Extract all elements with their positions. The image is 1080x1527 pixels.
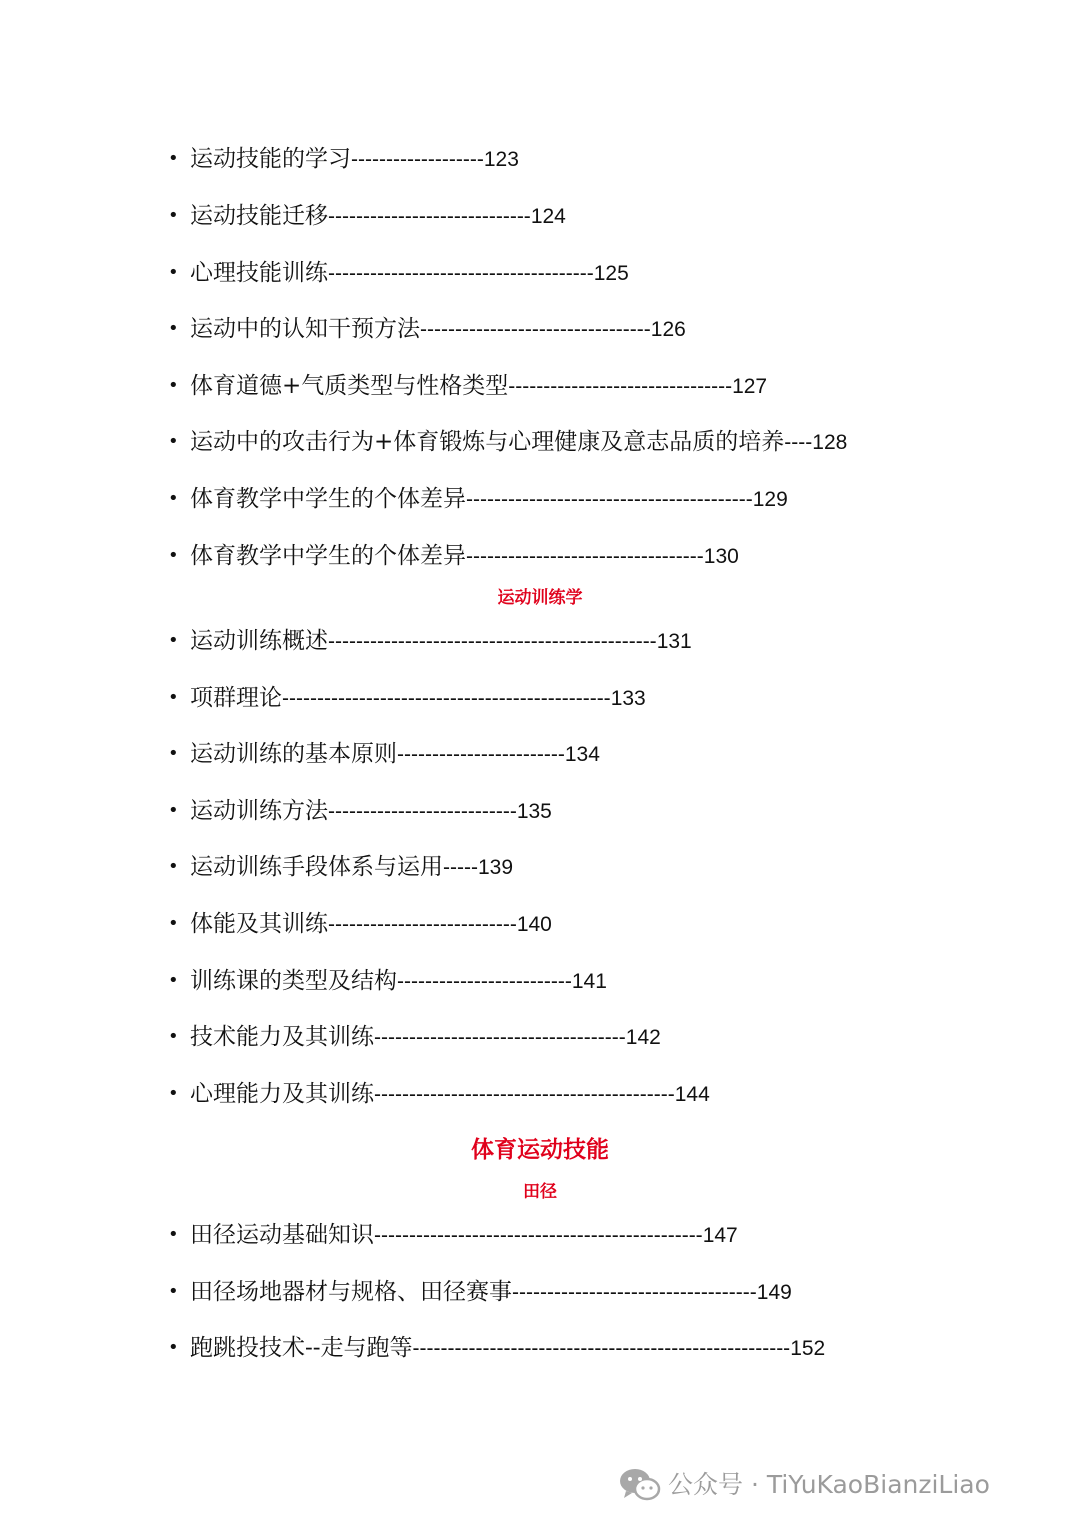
- toc-title: 运动训练手段体系与运用: [190, 854, 443, 880]
- toc-leader: -----------------------------: [328, 205, 531, 228]
- toc-item: [168, 1215, 738, 1255]
- toc-leader: -------------------: [351, 148, 484, 171]
- toc-item: [168, 253, 629, 293]
- toc-page-number: 134: [564, 743, 600, 766]
- toc-leader: -----------------------------------------------: [328, 630, 657, 653]
- bullet-icon: •: [168, 687, 179, 708]
- toc-leader: ------------------------------------------------------: [412, 1337, 791, 1360]
- toc-page-number: 133: [610, 687, 646, 710]
- toc-leader: ----: [784, 431, 813, 454]
- toc-leader: -------------------------: [397, 970, 572, 993]
- bullet-icon: •: [168, 375, 179, 396]
- toc-item: [168, 309, 686, 349]
- toc-page-number: 149: [756, 1281, 792, 1304]
- toc-page-number: 128: [812, 431, 848, 454]
- toc-leader: ----------------------------------: [466, 545, 704, 568]
- toc-page-number: 123: [483, 148, 519, 171]
- toc-item: [168, 196, 566, 236]
- bullet-icon: •: [168, 1224, 179, 1245]
- toc-leader: ------------------------------------: [374, 1026, 626, 1049]
- toc-item: [168, 621, 692, 661]
- toc-title: 运动技能的学习: [190, 146, 351, 172]
- toc-page-number: 140: [516, 913, 552, 936]
- toc-item: [168, 847, 513, 887]
- bullet-icon: •: [168, 431, 179, 452]
- watermark-text: 公众号 · TiYuKaoBianziLiao: [668, 1470, 990, 1499]
- toc-title: 心理技能训练: [190, 260, 328, 286]
- toc-item: [168, 1328, 825, 1368]
- toc-leader: ---------------------------: [328, 800, 517, 823]
- bullet-icon: •: [168, 856, 179, 877]
- toc-leader: -----: [443, 856, 478, 879]
- bullet-icon: •: [168, 205, 179, 226]
- bullet-icon: •: [168, 1026, 179, 1047]
- bullet-icon: •: [168, 800, 179, 821]
- toc-leader: --------------------------------: [508, 375, 733, 398]
- bullet-icon: •: [168, 1337, 179, 1358]
- toc-item: [168, 904, 552, 944]
- toc-title: 体育道德+气质类型与性格类型: [190, 373, 509, 399]
- toc-page-number: 147: [702, 1224, 738, 1247]
- bullet-icon: •: [168, 488, 179, 509]
- toc-page-number: 129: [752, 488, 788, 511]
- toc-page-number: 139: [477, 856, 514, 879]
- toc-page-number: 125: [593, 262, 629, 285]
- toc-title: 运动训练概述: [190, 628, 328, 654]
- toc-leader: ---------------------------: [328, 913, 517, 936]
- toc-title: 运动中的攻击行为+体育锻炼与心理健康及意志品质的培养: [190, 429, 785, 455]
- bullet-icon: •: [168, 318, 179, 339]
- toc-title: 心理能力及其训练: [190, 1081, 374, 1107]
- bullet-icon: •: [168, 913, 179, 934]
- toc-leader: -----------------------------------------------: [374, 1224, 703, 1247]
- watermark: [618, 1462, 990, 1506]
- toc-title: 跑跳投技术--走与跑等: [190, 1335, 413, 1361]
- toc-item: [168, 479, 788, 519]
- toc-title: 体育教学中学生的个体差异: [190, 486, 466, 512]
- bullet-icon: •: [168, 1083, 179, 1104]
- toc-title: 技术能力及其训练: [190, 1024, 374, 1050]
- toc-item: [168, 734, 600, 774]
- toc-title: 运动训练方法: [190, 798, 328, 824]
- toc-page-number: 131: [656, 630, 692, 653]
- toc-leader: -----------------------------------------------: [282, 687, 611, 710]
- toc-leader: -----------------------------------------: [466, 488, 753, 511]
- bullet-icon: •: [168, 743, 179, 764]
- toc-page-number: 144: [674, 1083, 710, 1106]
- toc-item: [168, 961, 607, 1001]
- toc-page-number: 126: [650, 318, 686, 341]
- toc-item: [168, 678, 646, 718]
- section-heading-sport-skills: 体育运动技能: [471, 1137, 609, 1163]
- toc-page-number: 152: [790, 1337, 826, 1360]
- toc-leader: -----------------------------------: [512, 1281, 757, 1304]
- toc-item: [168, 422, 847, 462]
- toc-page-number: 141: [571, 970, 607, 993]
- toc-item: [168, 366, 767, 406]
- toc-title: 运动训练的基本原则: [190, 741, 397, 767]
- wechat-icon: [618, 1467, 662, 1503]
- bullet-icon: •: [168, 630, 179, 651]
- toc-title: 体能及其训练: [190, 911, 328, 937]
- toc-leader: ------------------------: [397, 743, 565, 766]
- toc-page-number: 124: [530, 205, 566, 228]
- toc-title: 运动中的认知干预方法: [190, 316, 420, 342]
- section-heading-sport-training: 运动训练学: [497, 588, 583, 608]
- toc-page-number: 130: [703, 545, 739, 568]
- bullet-icon: •: [168, 262, 179, 283]
- bullet-icon: •: [168, 148, 179, 169]
- toc-item: [168, 536, 739, 576]
- toc-page-number: 135: [516, 800, 552, 823]
- toc-title: 项群理论: [190, 685, 282, 711]
- bullet-icon: •: [168, 1281, 179, 1302]
- toc-leader: --------------------------------------: [328, 262, 594, 285]
- toc-item: [168, 1272, 792, 1312]
- toc-page-number: 127: [732, 375, 768, 398]
- toc-page-number: 142: [625, 1026, 661, 1049]
- toc-title: 田径运动基础知识: [190, 1222, 374, 1248]
- bullet-icon: •: [168, 545, 179, 566]
- toc-leader: ---------------------------------: [420, 318, 651, 341]
- toc-item: [168, 791, 552, 831]
- toc-title: 训练课的类型及结构: [190, 968, 397, 994]
- toc-title: 田径场地器材与规格、田径赛事: [190, 1279, 512, 1305]
- toc-leader: -------------------------------------------: [374, 1083, 675, 1106]
- section-heading-track-field: 田径: [523, 1182, 557, 1202]
- toc-item: [168, 139, 519, 179]
- toc-item: [168, 1074, 710, 1114]
- toc-item: [168, 1017, 661, 1057]
- toc-title: 体育教学中学生的个体差异: [190, 543, 466, 569]
- toc-title: 运动技能迁移: [190, 203, 328, 229]
- bullet-icon: •: [168, 970, 179, 991]
